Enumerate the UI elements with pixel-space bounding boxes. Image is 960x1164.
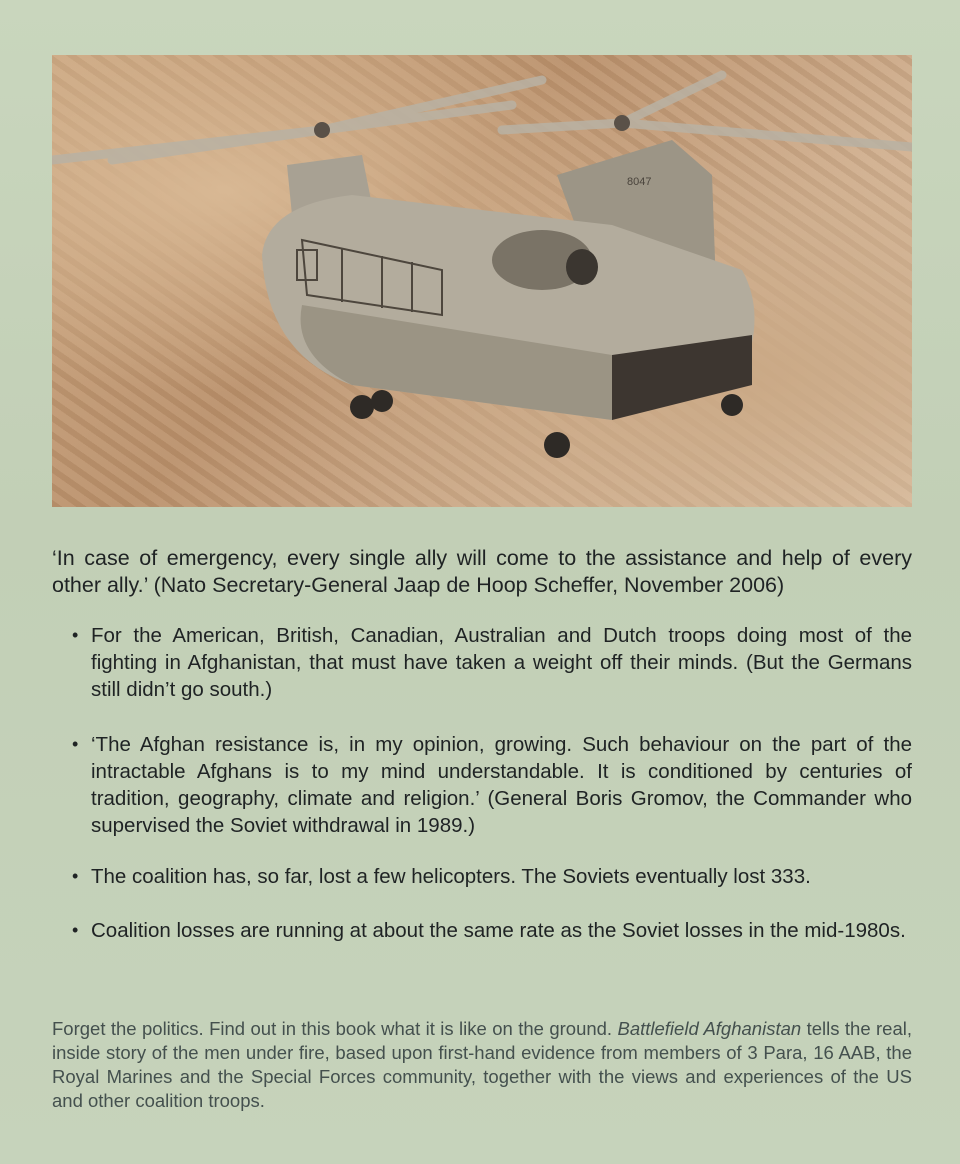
- book-blurb: [52, 1017, 912, 1113]
- bullet-text: Coalition losses are running at about the same rate as the Soviet losses in the mid-1980s.: [91, 919, 906, 942]
- airframe-marking: 8047: [627, 176, 652, 188]
- nato-quote: ‘In case of emergency, every single ally will come to the assistance and help of every other ally.’ (Nato Secretary-General Jaap de Hoop Scheffer, November 2006): [52, 546, 912, 597]
- bullet-text: ‘The Afghan resistance is, in my opinion, growing. Such behaviour on the part of the intractable Afghans is to my mind understandable. It is conditioned by centuries of tradition, geography, climate and religion.’ (General Boris Gromov, the Commander who supervised the Soviet withdrawal in 1989.): [91, 733, 912, 837]
- bullet-icon: •: [72, 866, 79, 886]
- bullet-text: The coalition has, so far, lost a few helicopters. The Soviets eventually lost 333.: [91, 865, 811, 888]
- helicopter-illustration: [52, 55, 912, 507]
- bullet-icon: •: [72, 920, 79, 940]
- cover-photo-helicopter: [52, 55, 912, 507]
- book-title: Battlefield Afghanistan: [617, 1018, 802, 1039]
- bullet-text: For the American, British, Canadian, Australian and Dutch troops doing most of the fighting in Afghanistan, that must have taken a weight off their minds. (But the Germans still didn’t go south.): [91, 624, 912, 701]
- blurb-intro: Forget the politics. Find out in this book what it is like on the ground.: [52, 1018, 618, 1039]
- blurb-body: tells the real, inside story of the men under fire, based upon first-hand evidence from members of 3 Para, 16 AAB, the Royal Marines and the Special Forces community, together with the views and experiences of the US and other coalition troops.: [52, 1018, 912, 1111]
- bullet-icon: •: [72, 625, 79, 645]
- bullet-icon: •: [72, 734, 79, 754]
